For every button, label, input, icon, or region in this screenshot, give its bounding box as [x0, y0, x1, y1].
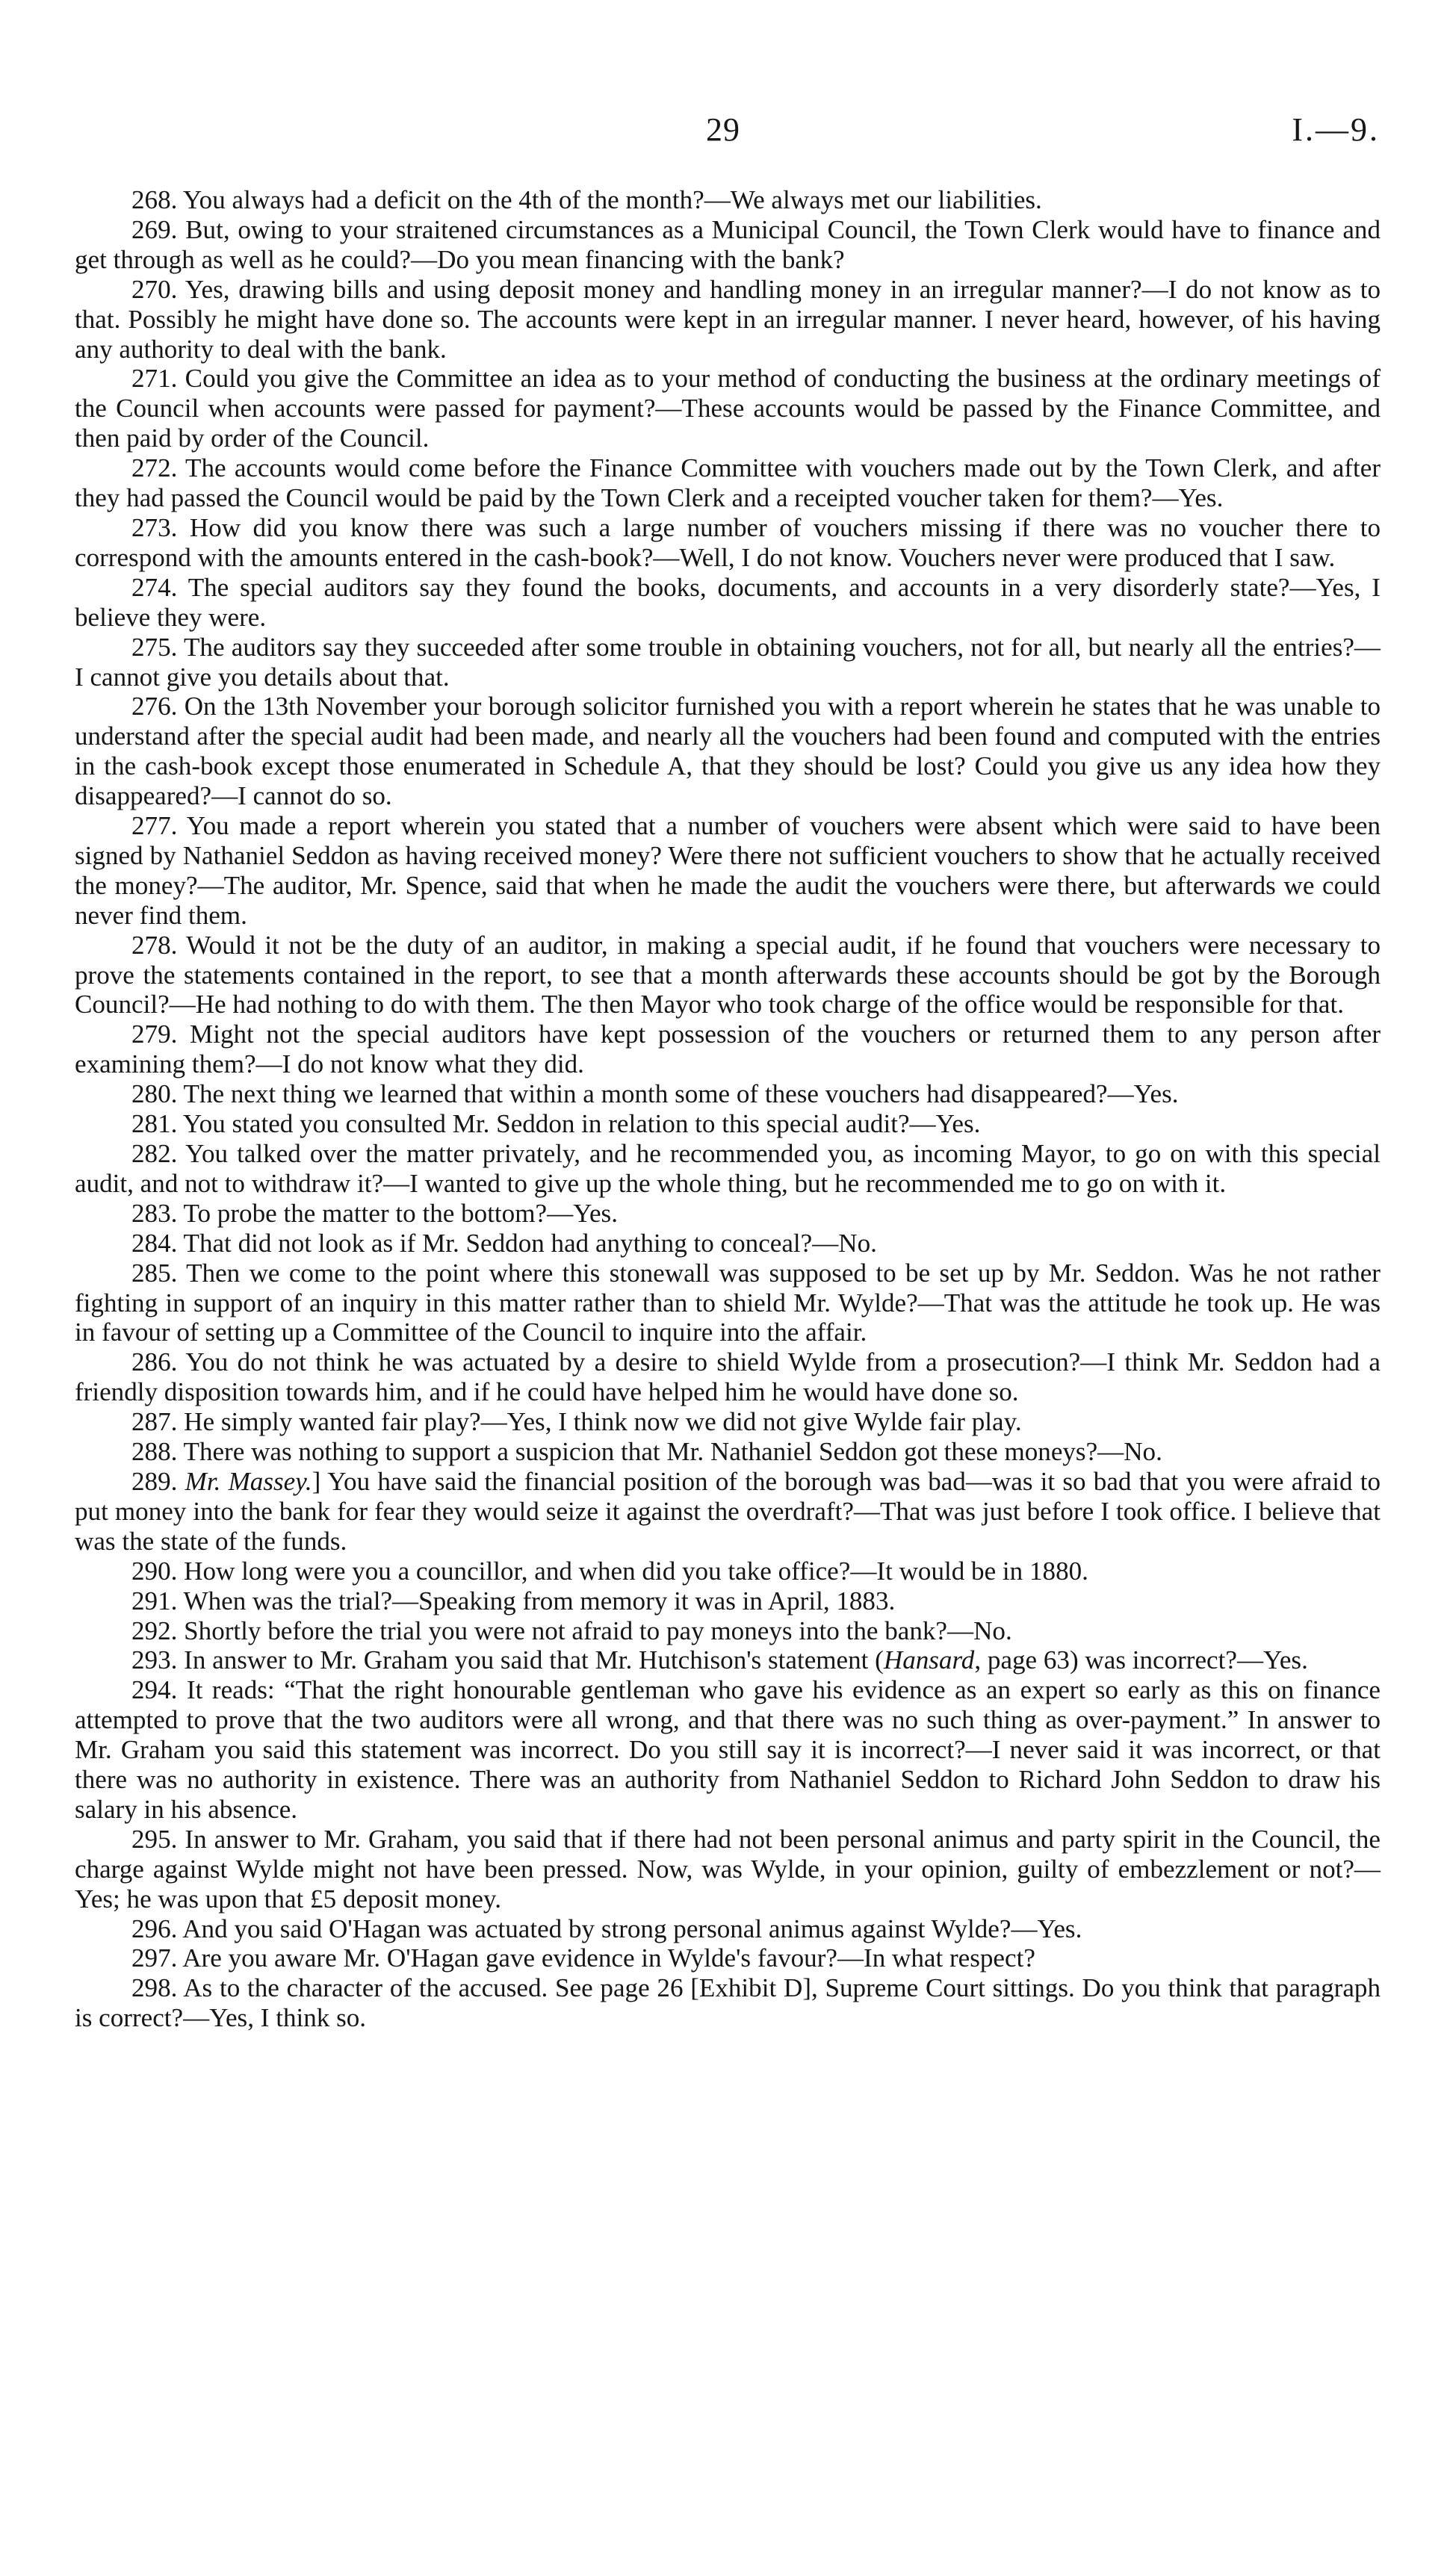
question-277: 277. You made a report wherein you stated that a number of vouchers were absent which were said to have been signed by Nathaniel Seddon as having received money? Were there not sufficient vouchers to show that he actually received the money?—The auditor, Mr. Spence, said that when he made the audit the vouchers were there, but afterwards we could never find them. — [75, 811, 1381, 930]
question-296: 296. And you said O'Hagan was actuated by strong personal animus against Wylde?—Yes. — [131, 1914, 1082, 1943]
question-278: 278. Would it not be the duty of an auditor, in making a special audit, if he found that vouchers were necessary to prove the statements contained in the report, to see that a month afterwards these accounts should be got by the Borough Council?—He had nothing to do with them. The then Mayor who took charge of the office would be responsible for that. — [75, 930, 1381, 1019]
question-295: 295. In answer to Mr. Graham, you said that if there had not been personal animus and party spirit in the Council, the charge against Wylde might not have been pressed. Now, was Wylde, in your opinion, guilty of embezzlement or not?—Yes; he was upon that £5 deposit money. — [75, 1824, 1381, 1914]
question-293: 293. In answer to Mr. Graham you said that Mr. Hutchison's statement (Hansard, page 63) was incorrect?—Yes. — [131, 1645, 1308, 1675]
question-286: 286. You do not think he was actuated by a desire to shield Wylde from a prosecution?—I think Mr. Seddon had a friendly disposition towards him, and if he could have helped him he would have done so. — [75, 1347, 1381, 1407]
question-276: 276. On the 13th November your borough solicitor furnished you with a report wherein he states that he was unable to understand after the special audit had been made, and nearly all the vouchers had been found and computed with the entries in the cash-book except those enumerated in Schedule A, that they should be lost? Could you give us any idea how they disappeared?—I cannot do so. — [75, 692, 1381, 811]
question-271: 271. Could you give the Committee an idea as to your method of conducting the business at the ordinary meetings of the Council when accounts were passed for payment?—These accounts would be passed by the Finance Committee, and then paid by order of the Council. — [75, 364, 1381, 453]
question-289: 289. Mr. Massey.] You have said the financial position of the borough was bad—was it so bad that you were afraid to put money into the bank for fear they would seize it against the overdraft?—That was just before I took office. I believe that was the state of the funds. — [75, 1466, 1381, 1556]
question-283: 283. To probe the matter to the bottom?—Yes. — [131, 1198, 618, 1228]
minutes-of-evidence — [75, 185, 1381, 2033]
question-288: 288. There was nothing to support a suspicion that Mr. Nathaniel Seddon got these moneys?—No. — [131, 1437, 1162, 1467]
question-268: 268. You always had a deficit on the 4th of the month?—We always met our liabilities. — [131, 185, 1042, 214]
page-number: 29 — [706, 111, 740, 148]
question-290: 290. How long were you a councillor, and when did you take office?—It would be in 1880. — [131, 1556, 1088, 1586]
question-294: 294. It reads: “That the right honourable gentleman who gave his evidence as an expert so early as this on finance attempted to prove that the two auditors were all wrong, and that there was no such thing as over-payment.” In answer to Mr. Graham you said this statement was incorrect. Do you still say it is incorrect?—I never said it was incorrect, or that there was no authority in existence. There was an authority from Nathaniel Seddon to Richard John Seddon to draw his salary in his absence. — [75, 1675, 1381, 1824]
question-280: 280. The next thing we learned that within a month some of these vouchers had disappeared?—Yes. — [131, 1079, 1179, 1109]
document-reference: I.—9. — [1292, 111, 1380, 148]
italic-term: Mr. Massey. — [185, 1466, 312, 1496]
question-297: 297. Are you aware Mr. O'Hagan gave evidence in Wylde's favour?—In what respect? — [131, 1943, 1035, 1973]
question-274: 274. The special auditors say they found the books, documents, and accounts in a very disorderly state?—Yes, I believe they were. — [75, 572, 1381, 632]
italic-term: Hansard — [883, 1645, 975, 1675]
question-270: 270. Yes, drawing bills and using deposit money and handling money in an irregular manner?—I do not know as to that. Possibly he might have done so. The accounts were kept in an irregular manner. I never heard, however, of his having any authority to deal with the bank. — [75, 274, 1381, 364]
question-287: 287. He simply wanted fair play?—Yes, I think now we did not give Wylde fair play. — [131, 1407, 1022, 1437]
question-284: 284. That did not look as if Mr. Seddon had anything to conceal?—No. — [131, 1228, 877, 1258]
question-298: 298. As to the character of the accused. See page 26 [Exhibit D], Supreme Court sittings. Do you think that paragraph is correct?—Yes, I think so. — [75, 1973, 1381, 2033]
question-279: 279. Might not the special auditors have kept possession of the vouchers or returned them to any person after examining them?—I do not know what they did. — [75, 1019, 1381, 1079]
question-292: 292. Shortly before the trial you were not afraid to pay moneys into the bank?—No. — [131, 1616, 1012, 1645]
question-272: 272. The accounts would come before the Finance Committee with vouchers made out by the Town Clerk, and after they had passed the Council would be paid by the Town Clerk and a receipted voucher taken for them?—Yes. — [75, 453, 1381, 513]
question-282: 282. You talked over the matter privately, and he recommended you, as incoming Mayor, to go on with this special audit, and not to withdraw it?—I wanted to give up the whole thing, but he recommended me to go on with it. — [75, 1139, 1381, 1198]
question-291: 291. When was the trial?—Speaking from memory it was in April, 1883. — [131, 1586, 896, 1616]
question-285: 285. Then we come to the point where this stonewall was supposed to be set up by Mr. Seddon. Was he not rather fighting in support of an inquiry in this matter rather than to shield Mr. Wylde?—That was the attitude he took up. He was in favour of setting up a Committee of the Council to inquire into the affair. — [75, 1258, 1381, 1347]
question-281: 281. You stated you consulted Mr. Seddon in relation to this special audit?—Yes. — [131, 1109, 981, 1139]
question-269: 269. But, owing to your straitened circumstances as a Municipal Council, the Town Clerk would have to finance and get through as well as he could?—Do you mean financing with the bank? — [75, 214, 1381, 274]
question-275: 275. The auditors say they succeeded after some trouble in obtaining vouchers, not for all, but nearly all the entries?—I cannot give you details about that. — [75, 632, 1381, 692]
question-273: 273. How did you know there was such a large number of vouchers missing if there was no voucher there to correspond with the amounts entered in the cash-book?—Well, I do not know. Vouchers never were produced that I saw. — [75, 512, 1381, 572]
